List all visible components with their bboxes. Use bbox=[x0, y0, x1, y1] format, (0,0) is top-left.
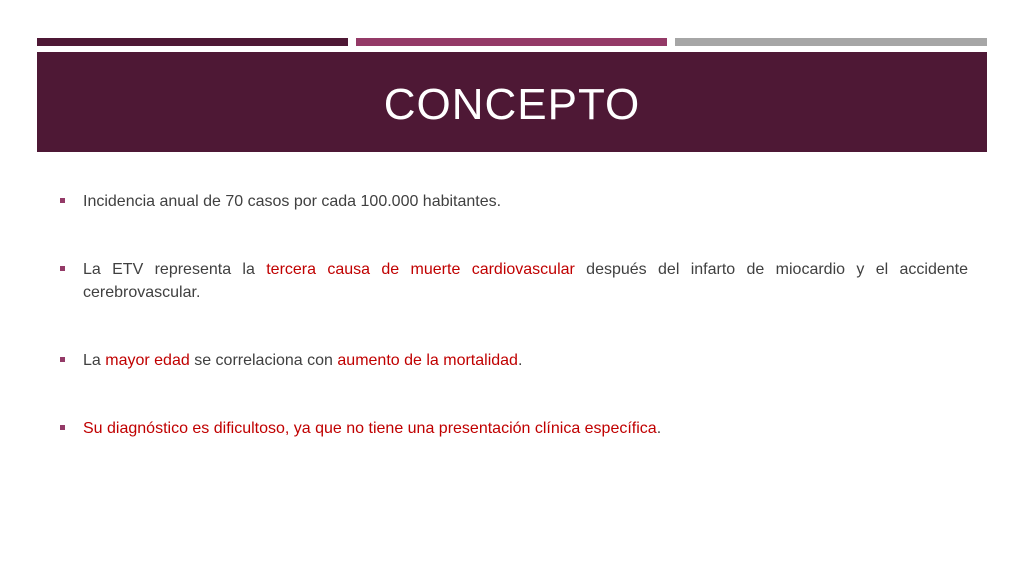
bullet-text-segment: se correlaciona con bbox=[189, 352, 338, 369]
bullet-item bbox=[60, 349, 968, 372]
slide-title: CONCEPTO bbox=[383, 80, 641, 129]
bullet-item bbox=[60, 258, 968, 304]
square-bullet-icon bbox=[60, 266, 65, 271]
highlighted-text: Su diagnóstico es dificultoso, ya que no tiene una presentación clínica específica bbox=[83, 420, 657, 437]
bullet-text-segment: La bbox=[83, 352, 106, 369]
title-band bbox=[37, 52, 987, 152]
square-bullet-icon bbox=[60, 425, 65, 430]
bullet-item bbox=[60, 417, 968, 440]
bullet-item bbox=[60, 190, 968, 213]
bullet-text-segment: después del infarto de miocardio y el accidente cerebrovascular. bbox=[83, 261, 968, 301]
accent-bar-gray bbox=[675, 38, 987, 46]
square-bullet-icon bbox=[60, 198, 65, 203]
highlighted-text: aumento de la mortalidad bbox=[337, 352, 518, 369]
bullet-text-segment: Incidencia anual de 70 casos por cada 100.000 habitantes. bbox=[83, 193, 502, 210]
bullet-text-segment: . bbox=[517, 352, 523, 369]
bullet-text-segment: La ETV representa la bbox=[83, 261, 267, 278]
accent-bar-magenta bbox=[356, 38, 667, 46]
square-bullet-icon bbox=[60, 357, 65, 362]
bullet-text-segment: . bbox=[656, 420, 662, 437]
highlighted-text: tercera causa de muerte cardiovascular bbox=[266, 261, 575, 278]
bullet-list bbox=[60, 190, 968, 440]
accent-bar-dark bbox=[37, 38, 348, 46]
highlighted-text: mayor edad bbox=[105, 352, 190, 369]
